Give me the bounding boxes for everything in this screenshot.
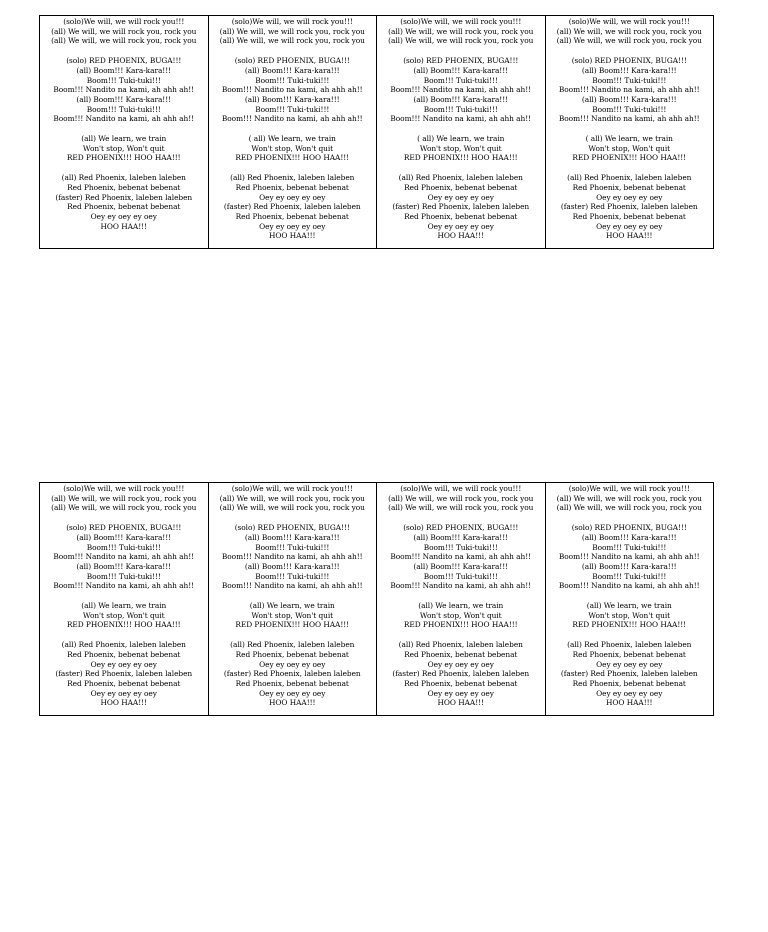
cheer-line: (all) We will, we will rock you, rock you	[51, 26, 197, 36]
cheer-line: Oey ey oey ey oey	[596, 192, 663, 202]
cheer-line: (all) Boom!!! Kara-kara!!!	[413, 65, 509, 75]
cheer-stanza	[546, 173, 714, 241]
cheer-line: (all) We will, we will rock you, rock you	[219, 493, 365, 503]
cheer-line: Red Phoenix, bebenat bebenat	[235, 182, 349, 192]
cheer-line: Oey ey oey ey oey	[90, 211, 157, 221]
cheer-line: Oey ey oey ey oey	[596, 659, 663, 669]
cheer-line: (faster) Red Phoenix, laleben laleben	[223, 669, 361, 679]
cheer-line: Won't stop, Won't quit	[82, 143, 165, 153]
cheer-line: Red Phoenix, bebenat bebenat	[404, 649, 518, 659]
cheer-card	[40, 16, 209, 248]
cheer-line: (solo) RED PHOENIX, BUGA!!!	[571, 523, 687, 533]
cheer-stanza	[546, 523, 714, 591]
cheer-line: (all) Boom!!! Kara-kara!!!	[413, 532, 509, 542]
cheer-line: Boom!!! Tuki-tuki!!!	[255, 571, 330, 581]
cheer-line: Boom!!! Nandito na kami, ah ahh ah!!	[558, 552, 700, 562]
cheer-line: (faster) Red Phoenix, laleben laleben	[392, 669, 530, 679]
cheer-line: (all) We will, we will rock you, rock you	[219, 36, 365, 46]
cheer-stanza	[377, 601, 545, 630]
cheer-card	[546, 483, 714, 715]
cheer-stanza	[209, 601, 377, 630]
cheer-stanza	[377, 17, 545, 46]
cheer-line: (solo)We will, we will rock you!!!	[231, 17, 353, 26]
cheer-stanza	[377, 134, 545, 163]
cheer-line: Oey ey oey ey oey	[427, 192, 494, 202]
cheer-card	[377, 16, 546, 248]
cheer-line: Oey ey oey ey oey	[259, 688, 326, 698]
cheer-line: (all) We will, we will rock you, rock you	[388, 493, 534, 503]
cheer-line: (all) Red Phoenix, laleben laleben	[398, 640, 523, 650]
cheer-line: Oey ey oey ey oey	[259, 221, 326, 231]
cheer-line: (faster) Red Phoenix, laleben laleben	[560, 669, 698, 679]
cheer-stanza	[209, 134, 377, 163]
cheer-stanza	[377, 640, 545, 708]
cheer-line: Boom!!! Tuki-tuki!!!	[423, 104, 498, 114]
cheer-line: Boom!!! Nandito na kami, ah ahh ah!!	[390, 114, 532, 124]
cheer-line: (solo) RED PHOENIX, BUGA!!!	[234, 523, 350, 533]
cheer-line: Oey ey oey ey oey	[90, 688, 157, 698]
cheer-line: RED PHOENIX!!! HOO HAA!!!	[572, 153, 687, 163]
cheer-line: Won't stop, Won't quit	[251, 143, 334, 153]
cheer-line: (all) We will, we will rock you, rock you	[388, 26, 534, 36]
cheer-line: Oey ey oey ey oey	[259, 192, 326, 202]
cheer-line: (all) Red Phoenix, laleben laleben	[61, 640, 186, 650]
cheer-stanza	[40, 56, 208, 124]
cheer-line: (all) Boom!!! Kara-kara!!!	[413, 94, 509, 104]
cheer-line: Boom!!! Nandito na kami, ah ahh ah!!	[390, 581, 532, 591]
cheer-line: Boom!!! Tuki-tuki!!!	[592, 104, 667, 114]
cheer-line: Boom!!! Tuki-tuki!!!	[255, 542, 330, 552]
cheer-line: Red Phoenix, bebenat bebenat	[572, 211, 686, 221]
cheer-line: (faster) Red Phoenix, laleben laleben	[55, 192, 193, 202]
cheer-line: (all) We will, we will rock you, rock you	[219, 503, 365, 513]
cheer-line: HOO HAA!!!	[606, 698, 653, 708]
cheer-card	[209, 483, 378, 715]
cheer-line: (solo) RED PHOENIX, BUGA!!!	[66, 523, 182, 533]
cheer-line: Boom!!! Nandito na kami, ah ahh ah!!	[53, 581, 195, 591]
cheer-stanza	[209, 17, 377, 46]
cheer-line: Boom!!! Nandito na kami, ah ahh ah!!	[53, 552, 195, 562]
cheer-line: Boom!!! Tuki-tuki!!!	[86, 75, 161, 85]
cheer-line: Boom!!! Nandito na kami, ah ahh ah!!	[53, 114, 195, 124]
cheer-line: Red Phoenix, bebenat bebenat	[67, 649, 181, 659]
cheer-line: Boom!!! Tuki-tuki!!!	[255, 104, 330, 114]
cheer-line: (all) Red Phoenix, laleben laleben	[230, 640, 355, 650]
cheer-line: (solo) RED PHOENIX, BUGA!!!	[403, 56, 519, 66]
cheer-line: Red Phoenix, bebenat bebenat	[572, 678, 686, 688]
cheer-line: Won't stop, Won't quit	[82, 610, 165, 620]
cheer-stanza	[40, 484, 208, 513]
cheer-line: RED PHOENIX!!! HOO HAA!!!	[403, 153, 518, 163]
cheer-line: (all) Red Phoenix, laleben laleben	[567, 173, 692, 183]
cheer-line: Won't stop, Won't quit	[588, 143, 671, 153]
cheer-line: (all) Boom!!! Kara-kara!!!	[76, 561, 172, 571]
cheer-line: (all) We learn, we train	[418, 601, 504, 611]
cheer-line: (faster) Red Phoenix, laleben laleben	[55, 669, 193, 679]
cheer-line: (all) We will, we will rock you, rock you	[51, 493, 197, 503]
cheer-line: (solo) RED PHOENIX, BUGA!!!	[571, 56, 687, 66]
cheer-line: ( all) We learn, we train	[248, 134, 336, 144]
cheer-line: Red Phoenix, bebenat bebenat	[235, 649, 349, 659]
cheer-line: Boom!!! Nandito na kami, ah ahh ah!!	[221, 85, 363, 95]
cheer-line: (faster) Red Phoenix, laleben laleben	[560, 202, 698, 212]
cheer-stanza	[40, 173, 208, 231]
cheer-line: (all) Boom!!! Kara-kara!!!	[244, 561, 340, 571]
cheer-line: Oey ey oey ey oey	[90, 659, 157, 669]
cheer-line: Boom!!! Nandito na kami, ah ahh ah!!	[558, 85, 700, 95]
cheer-line: Won't stop, Won't quit	[251, 610, 334, 620]
cheer-line: Red Phoenix, bebenat bebenat	[235, 211, 349, 221]
cheer-line: Oey ey oey ey oey	[259, 659, 326, 669]
cheer-line: Won't stop, Won't quit	[419, 610, 502, 620]
cheer-line: Oey ey oey ey oey	[596, 688, 663, 698]
cheer-line: Boom!!! Tuki-tuki!!!	[86, 571, 161, 581]
cheer-stanza	[546, 601, 714, 630]
cheer-line: Red Phoenix, bebenat bebenat	[404, 211, 518, 221]
cheer-line: Boom!!! Tuki-tuki!!!	[86, 104, 161, 114]
cheer-stanza	[377, 56, 545, 124]
cheer-line: HOO HAA!!!	[437, 698, 484, 708]
cheer-line: (all) We will, we will rock you, rock you	[556, 26, 702, 36]
cheer-line: Boom!!! Nandito na kami, ah ahh ah!!	[558, 114, 700, 124]
cheer-line: (faster) Red Phoenix, laleben laleben	[392, 202, 530, 212]
cheer-line: Boom!!! Nandito na kami, ah ahh ah!!	[221, 581, 363, 591]
cheer-line: (all) We will, we will rock you, rock you	[388, 36, 534, 46]
cheer-line: HOO HAA!!!	[437, 231, 484, 241]
cheer-line: (all) Boom!!! Kara-kara!!!	[76, 532, 172, 542]
cheer-line: (solo)We will, we will rock you!!!	[63, 484, 185, 493]
cheer-line: (solo) RED PHOENIX, BUGA!!!	[403, 523, 519, 533]
cheer-line: HOO HAA!!!	[100, 698, 147, 708]
cheer-line: Red Phoenix, bebenat bebenat	[67, 678, 181, 688]
cheer-line: (solo)We will, we will rock you!!!	[568, 484, 690, 493]
cheer-line: (solo) RED PHOENIX, BUGA!!!	[234, 56, 350, 66]
cheer-line: (all) Boom!!! Kara-kara!!!	[244, 65, 340, 75]
cheer-line: (all) Boom!!! Kara-kara!!!	[244, 532, 340, 542]
lyrics-sheet-bottom	[39, 482, 714, 716]
cheer-line: Red Phoenix, bebenat bebenat	[67, 202, 181, 212]
cheer-line: HOO HAA!!!	[606, 231, 653, 241]
cheer-line: RED PHOENIX!!! HOO HAA!!!	[403, 620, 518, 630]
cheer-line: (all) We will, we will rock you, rock you	[51, 503, 197, 513]
cheer-line: Oey ey oey ey oey	[427, 659, 494, 669]
cheer-line: Boom!!! Nandito na kami, ah ahh ah!!	[53, 85, 195, 95]
cheer-line: RED PHOENIX!!! HOO HAA!!!	[66, 153, 181, 163]
cheer-line: (all) Boom!!! Kara-kara!!!	[413, 561, 509, 571]
cheer-line: (all) Red Phoenix, laleben laleben	[230, 173, 355, 183]
cheer-line: Red Phoenix, bebenat bebenat	[404, 182, 518, 192]
cheer-line: Red Phoenix, bebenat bebenat	[572, 182, 686, 192]
cheer-line: (all) Boom!!! Kara-kara!!!	[244, 94, 340, 104]
cheer-line: (all) We will, we will rock you, rock you	[51, 36, 197, 46]
cheer-line: Won't stop, Won't quit	[419, 143, 502, 153]
cheer-line: (all) Red Phoenix, laleben laleben	[567, 640, 692, 650]
cheer-line: Won't stop, Won't quit	[588, 610, 671, 620]
lyrics-sheet-top	[39, 15, 714, 249]
cheer-card	[40, 483, 209, 715]
cheer-line: Oey ey oey ey oey	[427, 221, 494, 231]
cheer-stanza	[546, 134, 714, 163]
cheer-line: (all) We will, we will rock you, rock you	[556, 36, 702, 46]
cheer-stanza	[209, 640, 377, 708]
cheer-line: HOO HAA!!!	[100, 221, 147, 231]
cheer-stanza	[546, 56, 714, 124]
cheer-stanza	[40, 17, 208, 46]
cheer-stanza	[209, 484, 377, 513]
cheer-line: (all) We learn, we train	[249, 601, 335, 611]
cheer-line: ( all) We learn, we train	[585, 134, 673, 144]
cheer-line: (solo)We will, we will rock you!!!	[400, 484, 522, 493]
cheer-line: (all) We learn, we train	[81, 601, 167, 611]
cheer-line: (all) We will, we will rock you, rock you	[556, 503, 702, 513]
cheer-line: RED PHOENIX!!! HOO HAA!!!	[235, 620, 350, 630]
cheer-line: (all) Boom!!! Kara-kara!!!	[76, 65, 172, 75]
cheer-line: Boom!!! Tuki-tuki!!!	[592, 571, 667, 581]
cheer-line: Boom!!! Tuki-tuki!!!	[255, 75, 330, 85]
cheer-stanza	[40, 601, 208, 630]
cheer-card	[377, 483, 546, 715]
cheer-line: Boom!!! Tuki-tuki!!!	[423, 571, 498, 581]
cheer-line: (solo)We will, we will rock you!!!	[63, 17, 185, 26]
cheer-line: Oey ey oey ey oey	[427, 688, 494, 698]
cheer-card	[209, 16, 378, 248]
cheer-line: (all) Boom!!! Kara-kara!!!	[581, 561, 677, 571]
cheer-line: (all) We learn, we train	[586, 601, 672, 611]
cheer-line: (all) Red Phoenix, laleben laleben	[61, 173, 186, 183]
cheer-line: RED PHOENIX!!! HOO HAA!!!	[572, 620, 687, 630]
cheer-line: RED PHOENIX!!! HOO HAA!!!	[235, 153, 350, 163]
cheer-line: (all) We will, we will rock you, rock you	[219, 26, 365, 36]
cheer-stanza	[377, 484, 545, 513]
cheer-line: (faster) Red Phoenix, laleben laleben	[223, 202, 361, 212]
cheer-line: RED PHOENIX!!! HOO HAA!!!	[66, 620, 181, 630]
cheer-line: (solo)We will, we will rock you!!!	[400, 17, 522, 26]
cheer-stanza	[40, 134, 208, 163]
cheer-line: (solo)We will, we will rock you!!!	[568, 17, 690, 26]
cheer-line: (all) Boom!!! Kara-kara!!!	[581, 532, 677, 542]
cheer-line: Boom!!! Nandito na kami, ah ahh ah!!	[221, 114, 363, 124]
cheer-line: Oey ey oey ey oey	[596, 221, 663, 231]
cheer-line: Boom!!! Tuki-tuki!!!	[423, 542, 498, 552]
cheer-line: Boom!!! Tuki-tuki!!!	[423, 75, 498, 85]
cheer-stanza	[377, 523, 545, 591]
cheer-card	[546, 16, 714, 248]
cheer-line: (solo)We will, we will rock you!!!	[231, 484, 353, 493]
cheer-line: (all) Boom!!! Kara-kara!!!	[76, 94, 172, 104]
cheer-line: Boom!!! Nandito na kami, ah ahh ah!!	[390, 85, 532, 95]
cheer-line: Boom!!! Tuki-tuki!!!	[86, 542, 161, 552]
cheer-stanza	[546, 484, 714, 513]
cheer-line: (solo) RED PHOENIX, BUGA!!!	[66, 56, 182, 66]
cheer-line: (all) We learn, we train	[81, 134, 167, 144]
cheer-line: (all) Boom!!! Kara-kara!!!	[581, 94, 677, 104]
cheer-line: (all) We will, we will rock you, rock you	[556, 493, 702, 503]
cheer-stanza	[40, 640, 208, 708]
cheer-line: ( all) We learn, we train	[417, 134, 505, 144]
cheer-stanza	[40, 523, 208, 591]
cheer-line: Boom!!! Nandito na kami, ah ahh ah!!	[221, 552, 363, 562]
cheer-line: Red Phoenix, bebenat bebenat	[235, 678, 349, 688]
cheer-line: HOO HAA!!!	[269, 231, 316, 241]
cheer-line: Red Phoenix, bebenat bebenat	[67, 182, 181, 192]
cheer-stanza	[546, 640, 714, 708]
cheer-line: Boom!!! Tuki-tuki!!!	[592, 542, 667, 552]
cheer-line: Red Phoenix, bebenat bebenat	[572, 649, 686, 659]
cheer-line: Boom!!! Nandito na kami, ah ahh ah!!	[390, 552, 532, 562]
cheer-stanza	[209, 56, 377, 124]
cheer-line: Boom!!! Tuki-tuki!!!	[592, 75, 667, 85]
cheer-stanza	[546, 17, 714, 46]
cheer-stanza	[377, 173, 545, 241]
cheer-line: HOO HAA!!!	[269, 698, 316, 708]
cheer-line: (all) Boom!!! Kara-kara!!!	[581, 65, 677, 75]
cheer-line: (all) Red Phoenix, laleben laleben	[398, 173, 523, 183]
cheer-stanza	[209, 173, 377, 241]
cheer-stanza	[209, 523, 377, 591]
cheer-line: Boom!!! Nandito na kami, ah ahh ah!!	[558, 581, 700, 591]
cheer-line: Red Phoenix, bebenat bebenat	[404, 678, 518, 688]
cheer-line: (all) We will, we will rock you, rock you	[388, 503, 534, 513]
